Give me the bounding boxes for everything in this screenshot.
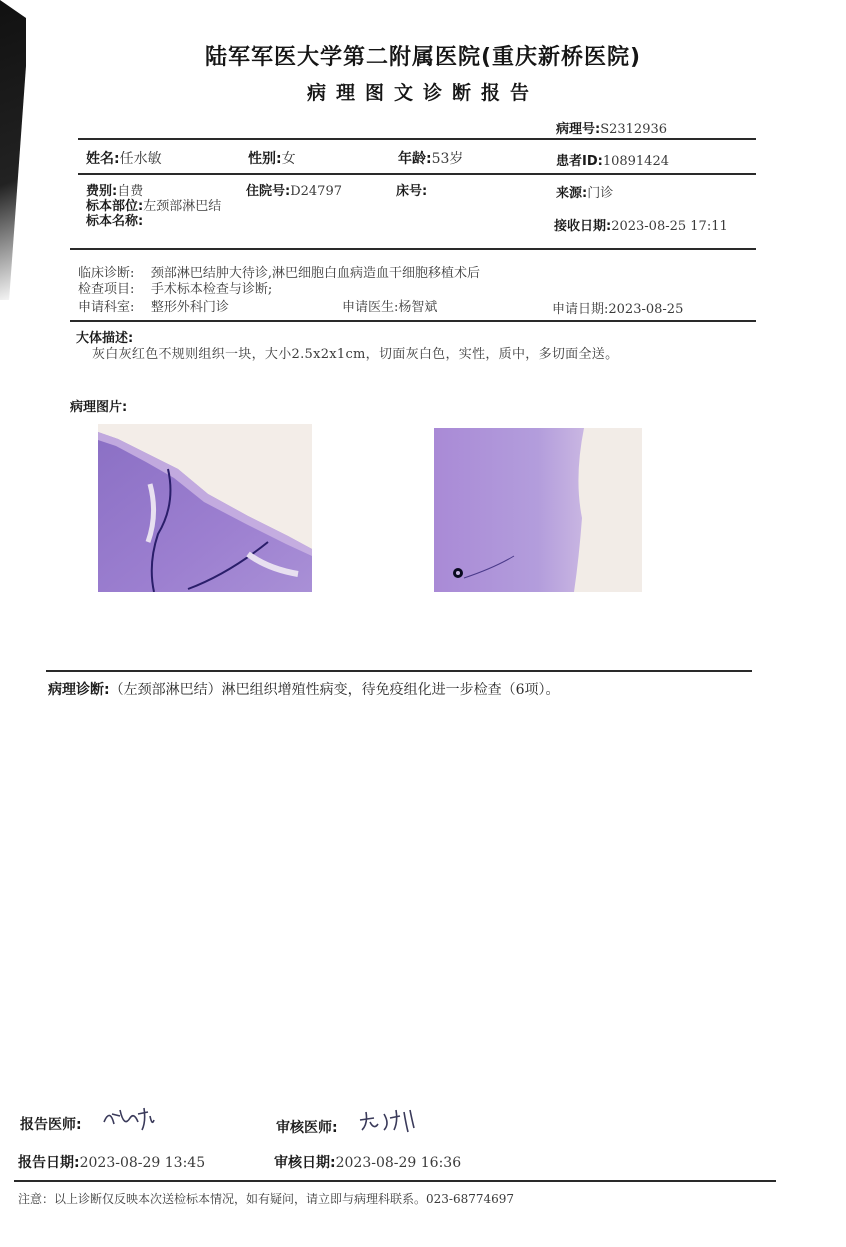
pathology-number-label: 病理号: [556,122,601,137]
hospital-name: 陆军军医大学第二附属医院(重庆新桥医院) [204,45,642,70]
report-date-value: 2023-08-29 13:45 [79,1155,206,1171]
exam-items-value: 手术标本检查与诊断; [150,282,273,297]
pathology-diagnosis-value: （左颈部淋巴结）淋巴组织增殖性病变，待免疫组化进一步检查（6项）。 [109,682,560,698]
patient-id [556,150,669,169]
divider-patient [78,173,756,175]
review-date-label: 审核日期: [274,1155,336,1171]
request-date-value: 2023-08-25 [608,302,684,317]
fee-type-value: 自费 [117,184,144,199]
source-label: 来源: [556,186,588,201]
request-dept-value: 整形外科门诊 [150,300,229,315]
clinical-diagnosis-label: 临床诊断: [78,266,135,281]
report-date-label: 报告日期: [18,1155,80,1171]
received-date-label: 接收日期: [554,219,612,234]
request-date-label: 申请日期: [552,302,609,317]
patient-age-value: 53岁 [431,151,464,167]
patient-sex-value: 女 [281,151,296,167]
report-date [18,1152,205,1172]
specimen-name-label: 标本名称: [86,214,144,229]
pathology-number [556,118,667,137]
reporter-label: 报告医师: [20,1117,82,1133]
divider-top [78,138,756,140]
divider-diagnosis [46,670,752,672]
divider-gross [70,320,756,322]
patient-sex-label: 性别: [248,151,282,167]
gross-description: 灰白灰红色不规则组织一块，大小2.5x2x1cm，切面灰白色，实性，质中，多切面全送。 [92,347,619,362]
reviewer [276,1117,338,1137]
patient-name-label: 姓名: [86,151,120,167]
specimen-name [86,210,143,229]
source-value: 门诊 [587,186,614,201]
patient-name-value: 任水敏 [119,151,162,167]
inpatient-number [246,180,342,199]
specimen-site-label: 标本部位: [86,199,144,214]
bed-number-label: 床号: [396,184,428,199]
specimen-site-value: 左颈部淋巴结 [143,199,222,214]
exam-items [78,278,272,297]
received-date [554,215,728,234]
reviewer-label: 审核医师: [276,1120,338,1136]
request-dept [78,296,229,315]
inpatient-number-value: D24797 [290,184,342,199]
divider-footer [14,1180,776,1182]
request-doctor-label: 申请医生: [342,300,399,315]
bed-number [396,180,427,199]
patient-id-value: 10891424 [602,154,669,169]
reviewer-signature [356,1106,420,1134]
patient-age-label: 年龄: [398,151,432,167]
request-doctor [342,296,437,315]
patient-id-label: 患者ID: [556,154,603,169]
review-date-value: 2023-08-29 16:36 [335,1155,462,1171]
report-title: 病理图文诊断报告 [306,82,539,104]
fee-type-label: 费别: [86,184,118,199]
footer-note: 注意：以上诊断仅反映本次送检标本情况，如有疑问，请立即与病理科联系。023-68774697 [18,1192,515,1206]
clinical-diagnosis-value: 颈部淋巴结肿大待诊,淋巴细胞白血病造血干细胞移植术后 [150,266,481,281]
review-date [274,1152,461,1172]
patient-age [398,148,463,168]
reporter [20,1114,82,1134]
received-date-value: 2023-08-25 17:11 [611,219,728,234]
request-dept-label: 申请科室: [78,300,135,315]
request-date [552,298,683,317]
pathology-image-1 [98,424,312,592]
request-doctor-value: 杨智斌 [398,300,438,315]
patient-name [86,148,162,168]
source [556,182,613,201]
pathology-number-value: S2312936 [600,122,668,137]
pathology-image-2 [434,428,642,592]
patient-sex [248,148,296,168]
inpatient-number-label: 住院号: [246,184,291,199]
pathology-diagnosis [48,679,560,699]
divider-clinical [70,248,756,250]
pathology-diagnosis-label: 病理诊断: [48,682,110,698]
exam-items-label: 检查项目: [78,282,135,297]
gross-label: 大体描述: [76,331,134,346]
images-label: 病理图片: [70,400,128,415]
reporter-signature [100,1104,156,1132]
